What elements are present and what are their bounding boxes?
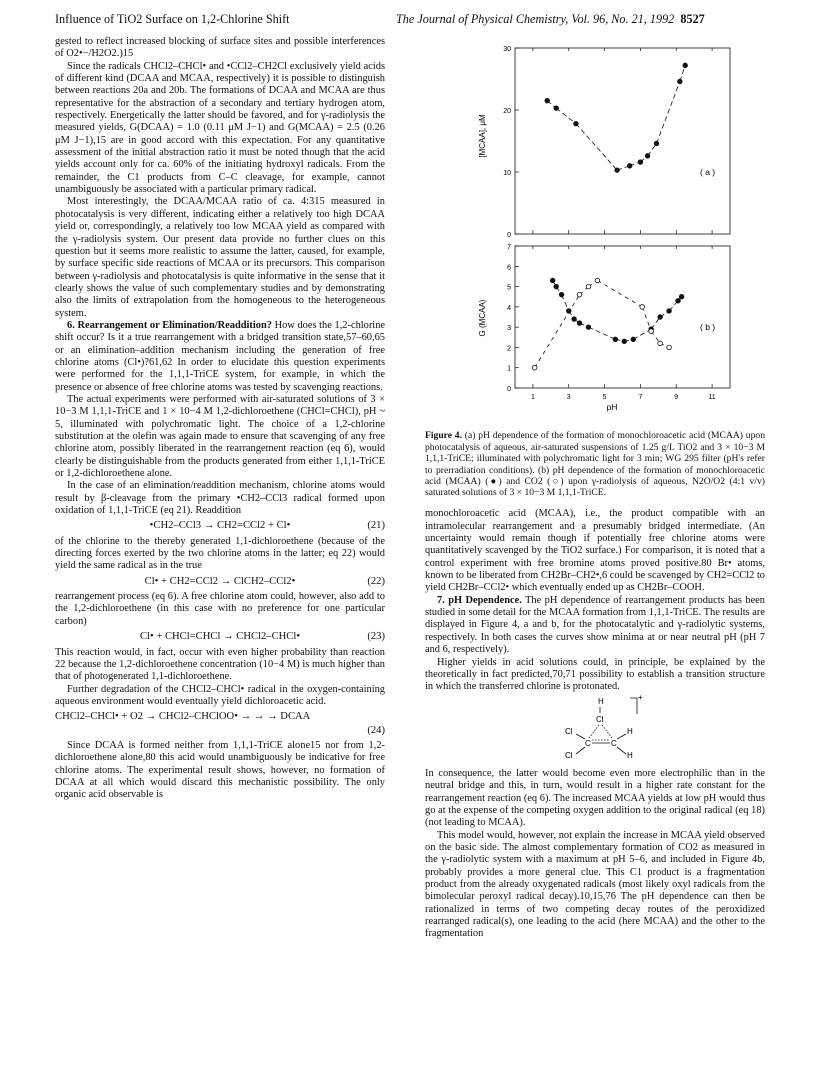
data-point-filled xyxy=(631,337,636,342)
equation-number: (24) xyxy=(367,724,385,736)
data-point-filled xyxy=(654,141,659,146)
y-tick-label: 6 xyxy=(507,264,511,272)
data-point-filled xyxy=(572,317,577,322)
x-tick-label: 3 xyxy=(566,394,571,401)
series-line-segment xyxy=(633,329,651,339)
paragraph: Higher yields in acid solutions could, in principle, be explained by the theoretically in fact predicted,70,71 possibility to establish a transition structure in which the transferred chlorine is protonated. xyxy=(425,656,765,693)
data-point-filled xyxy=(577,321,582,326)
paragraph: In consequence, the latter would become even more electrophilic than in the neutral bridge and this, in turn, would result in a higher rate constant for the rearrangement reaction (eq 6). The increased MCAA yields at low pH would thus go at the expense of the competing oxygen addition to the original radical (eq 18) (not leading to MCAA). xyxy=(425,767,765,829)
page-number: 8527 xyxy=(680,12,705,26)
data-point-filled xyxy=(667,309,672,314)
structure-charge: + xyxy=(638,693,643,702)
series-line-segment xyxy=(535,295,580,368)
data-point-filled xyxy=(683,63,688,68)
y-tick-label: 0 xyxy=(507,232,511,239)
caption-text: (a) pH dependence of the formation of monochloroacetic acid (MCAA) upon photocatalysis of aqueous, air-saturated suspensions of 1.25 g/L TiO2 and 3 × 10−3 M 1,1,1-TriCE; illuminated with polychromatic light for 3 min; WG 295 filter (pH's refer to prerradiation conditions). (b) pH dependence of the formation of monochloroacetic acid (MCAA) (●) and CO2 (○) upon γ-radiolysis of aqueous, N2O/O2 (4:1 v/v) saturated solutions of 3 × 10−3 M 1,1,1-TriCE. xyxy=(425,430,765,499)
structure-cl-bottom: Cl xyxy=(565,750,573,760)
y-tick-label: 10 xyxy=(503,170,511,177)
data-point-filled xyxy=(574,121,579,126)
data-point-filled xyxy=(615,168,620,173)
x-tick-label: 7 xyxy=(638,394,643,401)
plot-frame xyxy=(515,246,730,388)
y-tick-label: 4 xyxy=(507,304,511,312)
structure-cl-top: Cl xyxy=(596,714,604,724)
panel-a xyxy=(503,46,730,239)
paragraph: rearrangement process (eq 6). A free chlorine atom could, however, also add to the 1,2-dichloroethene (in this case with no preference for one particular carbon) xyxy=(55,591,385,627)
data-point-filled xyxy=(545,98,550,103)
panel-b xyxy=(507,244,730,401)
caption-label: Figure 4. xyxy=(425,430,462,442)
equation-text: •CH2–CCl3 → CH2=CCl2 + Cl• xyxy=(149,520,291,532)
structure-h-top: H xyxy=(598,696,604,706)
data-point-open xyxy=(532,365,537,370)
equation-text: Cl• + CHCl=CHCl → CHCl2–CHCl• xyxy=(139,631,301,643)
paragraph: Further degradation of the CHCl2–CHCl• radical in the oxygen-containing aqueous environment would eventually yield dichloroacetic acid. xyxy=(55,683,385,707)
equation-23 xyxy=(55,631,385,643)
paragraph xyxy=(425,595,765,657)
equation-22 xyxy=(55,576,385,588)
data-point-filled xyxy=(645,154,650,159)
x-tick-label: 5 xyxy=(602,394,607,401)
data-point-filled xyxy=(586,325,591,330)
data-point-filled xyxy=(638,160,643,165)
equation-text: Cl• + CH2=CCl2 → ClCH2–CCl2• xyxy=(144,575,296,587)
paragraph: In the case of an elimination/readdition mechanism, chlorine atoms would result by β-cleavage from the primary •CH2–CCl3 radical formed upon oxidation of 1,1,1-TriCE (eq 21). Readdition xyxy=(55,480,385,517)
y-tick-label: 30 xyxy=(503,46,511,53)
structure-h-right-bottom: H xyxy=(627,750,633,760)
data-point-open xyxy=(649,329,654,334)
data-point-filled xyxy=(550,278,555,283)
running-title: Influence of TiO2 Surface on 1,2-Chlorine Shift xyxy=(55,12,290,26)
series-line-segment xyxy=(576,124,617,171)
right-column xyxy=(425,36,765,941)
data-point-filled xyxy=(658,315,663,320)
paragraph: monochloroacetic acid (MCAA), i.e., the product compatible with an intramolecular rearrangement and a presumably bridged intermediate. (An uncertainty would remain though if potentially free chlorine atoms were quantitatively scavenged by the TiO2 surface.) For comparison, it is noted that a control experiment with free bromine atoms proved positive.80 Br• atoms, known to be liberated from CH2Br–CH2•,6 could be scavenged by CH2=CCl2 to yield CH2Br–CCl2• which eventually ended up as CH2Br–COOH. xyxy=(425,508,765,594)
paragraph: Since DCAA is formed neither from 1,1,1-TriCE alone15 nor from 1,2-dichloroethene alone,80 this acid would unambiguously be indicative for free chlorine atoms. The experimental result shows, however, no formation of DCAA at all which would discard this mechanistic possibility. The only organic acid observable is xyxy=(55,739,385,801)
equation-number: (21) xyxy=(367,520,385,532)
section-heading: 6. Rearrangement or Elimination/Readdition? xyxy=(67,319,272,331)
plot-frame xyxy=(515,48,730,234)
data-point-open xyxy=(577,292,582,297)
paragraph: This reaction would, in fact, occur with even higher probability than reaction 22 because the 1,2-dichloroethene concentration (10−4 M) is much higher than that of photogenerated 1,1-dichloroethene. xyxy=(55,646,385,683)
equation-text: CHCl2–CHCl• + O2 → CHCl2–CHClOO• → → → DCAA xyxy=(55,711,311,723)
x-axis-label: pH xyxy=(606,402,618,412)
data-point-open xyxy=(658,341,663,346)
data-point-open xyxy=(595,278,600,283)
figure-4-chart xyxy=(425,36,765,426)
series-line-segment xyxy=(556,108,576,124)
structure-h-right-top: H xyxy=(627,726,633,736)
data-point-filled xyxy=(627,164,632,169)
paragraph: The actual experiments were performed with air-saturated solutions of 3 × 10−3 M 1,1,1-TriCE and 1 × 10−4 M 1,2-dichloroethene (CHCl=CHCl), pH ~ 5, illuminated with polychromatic light. The choice of a 1,2-chlorine substitution at the olefin was again made to ensure that scavenging of any free chlorine atom, possibly liberated in the rearrangement reaction (eq 6), would clearly be distinguishable from the products generated from either 1,1,1-TriCE or 1,2-dichloroethene alone. xyxy=(55,393,385,480)
journal-citation xyxy=(396,12,705,27)
equation-number: (22) xyxy=(367,575,385,587)
equation-number: (23) xyxy=(367,631,385,643)
y-tick-label: 7 xyxy=(507,244,511,251)
section-heading: 7. pH Dependence. xyxy=(437,594,522,606)
paragraph: Since the radicals CHCl2–CHCl• and •CCl2–CH2Cl exclusively yield acids of different kind (DCAA and MCAA, respectively) it is possible to distinguish between reactions 20a and 20b. The formations of DCAA and MCAA are thus representative for the abstraction of a secondary and tertiary hydrogen atom, respectively. Energetically the latter should be favored, and for γ-radiolysis the measured yields, G(DCAA) = 1.0 (0.11 μM J−1) and G(MCAA) = 2.5 (0.26 μM J−1),15 are in good accord with this expectation. For any quantitative assessment of the initial abstraction ratio it must be noted though that the acid yields account only for ca. 60% of the initiating hydroxyl radicals. From the remainder, the C1 products from C–C cleavage, for example, cannot unambiguously be associated with a particular primary radical. xyxy=(55,60,385,196)
equation-24-number xyxy=(55,725,385,737)
y-tick-label: 0 xyxy=(507,386,511,393)
series-line-segment xyxy=(588,327,615,339)
paragraph: Most interestingly, the DCAA/MCAA ratio of ca. 4:315 measured in photocatalysis is very different, indicating either a relatively too high DCAA yield or, correspondingly, a relatively too low MCAA yield as compared with the γ-radiolysis system. Our present data provide no further clues on this question but it seems more realistic to assume the latter, caused, for example, by surface specific side reactions of MCAA or its precursors. This comparison between γ-radiolysis and photocatalysis is quite informative in the sense that it clearly shows the value of such complementary studies and by demonstrating also the limits of extrapolation from the homogeneous to the heterogeneous system. xyxy=(55,196,385,319)
data-point-filled xyxy=(679,294,684,299)
paragraph xyxy=(55,320,385,394)
data-point-filled xyxy=(554,284,559,289)
x-tick-label: 11 xyxy=(708,394,716,401)
paragraph-text: How does the 1,2-chlorine shift occur? Is it a true rearrangement with a bridged transition state,57–60,65 or an elimination–addition mechanism including the generation of free chlorine atoms (Cl•)?61,62 In order to elucidate this question experiments were performed for the 1,1,1-TriCE system, for example, in which the presence or absence of free chlorine atoms was tested by scavenging reactions. xyxy=(55,319,385,393)
equation-21 xyxy=(55,520,385,532)
structure-c-left: C xyxy=(585,738,591,748)
data-point-open xyxy=(640,305,645,310)
y-tick-label: 5 xyxy=(507,284,511,292)
protonated-chlorine-bridge-structure xyxy=(425,694,765,764)
paragraph-text: The pH dependence of rearrangement products has been studied in some detail for the MCAA formation from 1,1,1-TriCE. The results are displayed in Figure 4, a and b, for the photocatalytic and γ-radiolytic systems, respectively. In both cases the curves show minima at or near neutral pH (pH 7 and 6, respectively). xyxy=(425,594,765,656)
panel-b-tag: ( b ) xyxy=(700,322,716,332)
panel-a-tag: ( a ) xyxy=(700,167,716,177)
figure-caption xyxy=(425,430,765,498)
data-point-filled xyxy=(613,337,618,342)
data-point-filled xyxy=(622,339,627,344)
paragraph: of the chlorine to the thereby generated 1,1-dichloroethene (because of the directing forces exerted by the two chlorine atoms in the latter; eq 22) would yield the same radical as in the true xyxy=(55,535,385,572)
paragraph: This model would, however, not explain the increase in MCAA yield observed on the basic side. The almost complementary formation of CO2 as measured in the γ-radiolytic system with a maximum at pH 5–6, and included in Figure 4b, probably provides a more general clue. This C1 product is a fragmentation product from the already oxygenated radicals (most likely oxyl radicals from the bimolecular peroxyl radical decay).10,15,76 The pH dependence can then be rationalized in terms of two competing decay routes of the peroxidized rearranged radical(s), one leading to the acid (here MCAA) and the other to the fragmentation xyxy=(425,829,765,940)
y-tick-label: 20 xyxy=(503,108,511,115)
series-line-segment xyxy=(597,280,642,306)
y-tick-label: 1 xyxy=(507,365,511,373)
data-point-filled xyxy=(678,79,683,84)
y-axis-label-b: G (MCAA) xyxy=(478,299,487,337)
y-tick-label: 2 xyxy=(507,345,511,353)
x-tick-label: 9 xyxy=(674,394,679,401)
data-point-open xyxy=(586,284,591,289)
y-tick-label: 3 xyxy=(507,325,511,333)
journal-name: The Journal of Physical Chemistry, Vol. 96, No. 21, 1992 xyxy=(396,12,675,26)
data-point-filled xyxy=(559,292,564,297)
series-line-segment xyxy=(657,81,680,143)
data-point-filled xyxy=(554,106,559,111)
x-tick-label: 1 xyxy=(530,394,535,401)
data-point-filled xyxy=(676,298,681,303)
paragraph: gested to reflect increased blocking of surface sites and possible interferences of O2•−/H2O2.)15 xyxy=(55,36,385,60)
structure-cl-left: Cl xyxy=(565,726,573,736)
data-point-open xyxy=(667,345,672,350)
left-column xyxy=(55,36,385,802)
y-axis-label-a: [MCAA], μM xyxy=(478,114,487,158)
equation-24 xyxy=(55,711,385,723)
structure-c-right: C xyxy=(611,738,617,748)
